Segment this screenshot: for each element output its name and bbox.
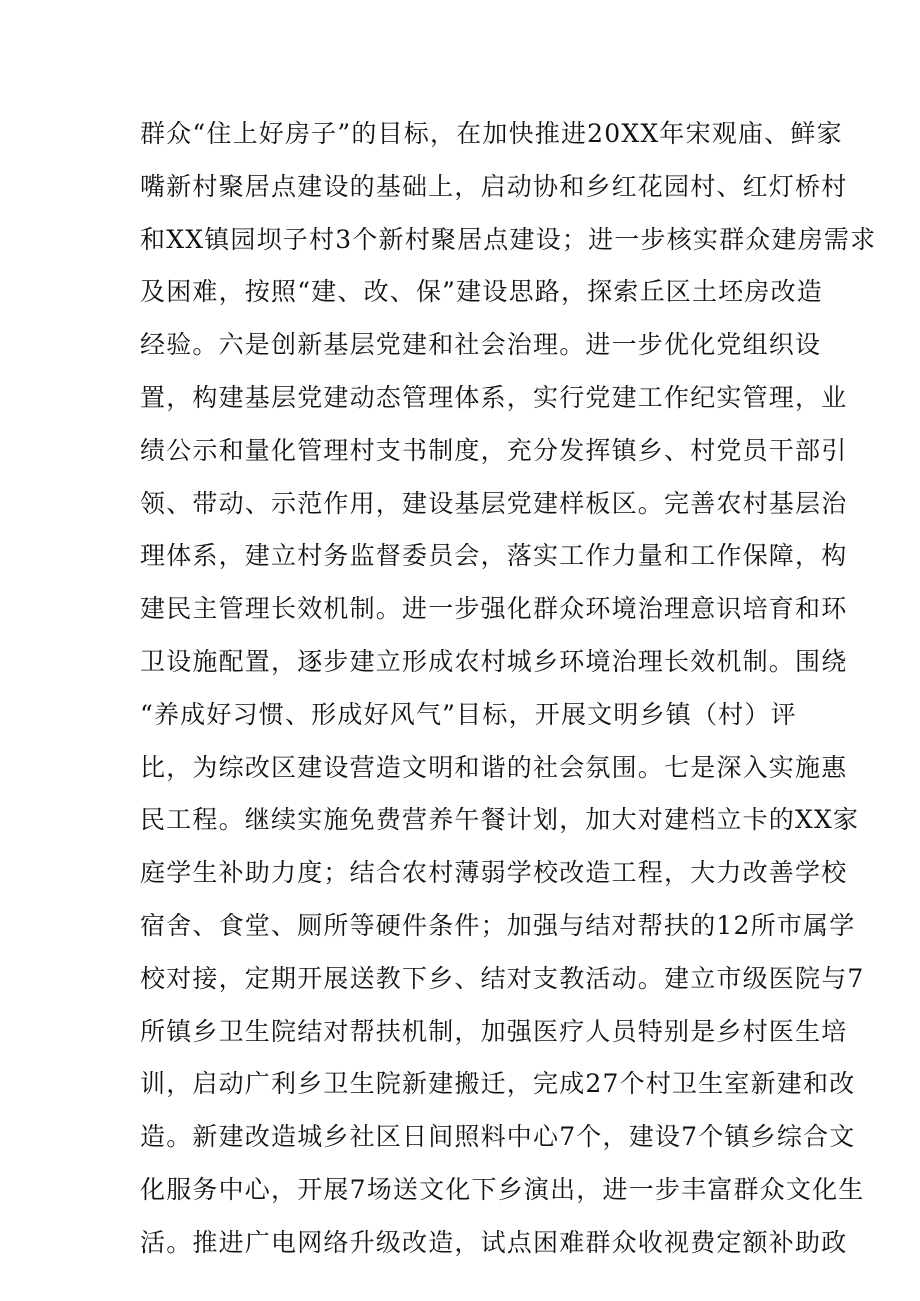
text-line: 和XX镇园坝子村3个新村聚居点建设；进一步核实群众建房需求 (140, 224, 877, 254)
text-line: 所镇乡卫生院结对帮扶机制，加强医疗人员特别是乡村医生培 (140, 1016, 848, 1046)
text-line: 建民主管理长效机制。进一步强化群众环境治理意识培育和环 (140, 594, 848, 624)
text-line: “养成好习惯、形成好风气”目标，开展文明乡镇（村）评 (140, 699, 797, 729)
text-line: 化服务中心，开展7场送文化下乡演出，进一步丰富群众文化生 (140, 1174, 865, 1204)
body-text (140, 108, 877, 1270)
text-line: 理体系，建立村务监督委员会，落实工作力量和工作保障，构 (140, 541, 848, 571)
text-line: 群众“住上好房子”的目标，在加快推进20XX年宋观庙、鲜家 (140, 119, 843, 148)
text-line: 置，构建基层党建动态管理体系，实行党建工作纪实管理，业 (140, 382, 848, 412)
text-line: 庭学生补助力度；结合农村薄弱学校改造工程，大力改善学校 (140, 858, 848, 888)
text-line: 民工程。继续实施免费营养午餐计划，加大对建档立卡的XX家 (140, 805, 860, 835)
text-line: 比，为综改区建设营造文明和谐的社会氛围。七是深入实施惠 (140, 752, 848, 782)
text-line: 领、带动、示范作用，建设基层党建样板区。完善农村基层治 (140, 488, 848, 518)
text-line: 宿舍、食堂、厕所等硬件条件；加强与结对帮扶的12所市属学 (140, 910, 856, 940)
text-line: 及困难，按照“建、改、保”建设思路，探索丘区土坯房改造 (140, 277, 823, 307)
text-line: 活。推进广电网络升级改造，试点困难群众收视费定额补助政 (140, 1227, 848, 1257)
text-line: 嘴新村聚居点建设的基础上，启动协和乡红花园村、红灯桥村 (140, 171, 848, 201)
text-line: 校对接，定期开展送教下乡、结对支教活动。建立市级医院与7 (140, 963, 865, 993)
text-line: 绩公示和量化管理村支书制度，充分发挥镇乡、村党员干部引 (140, 435, 848, 465)
text-line: 卫设施配置，逐步建立形成农村城乡环境治理长效机制。围绕 (140, 646, 848, 676)
text-line: 造。新建改造城乡社区日间照料中心7个，建设7个镇乡综合文 (140, 1122, 856, 1152)
text-line: 训，启动广利乡卫生院新建搬迁，完成27个村卫生室新建和改 (140, 1069, 856, 1099)
text-line: 经验。六是创新基层党建和社会治理。进一步优化党组织设 (140, 330, 822, 360)
